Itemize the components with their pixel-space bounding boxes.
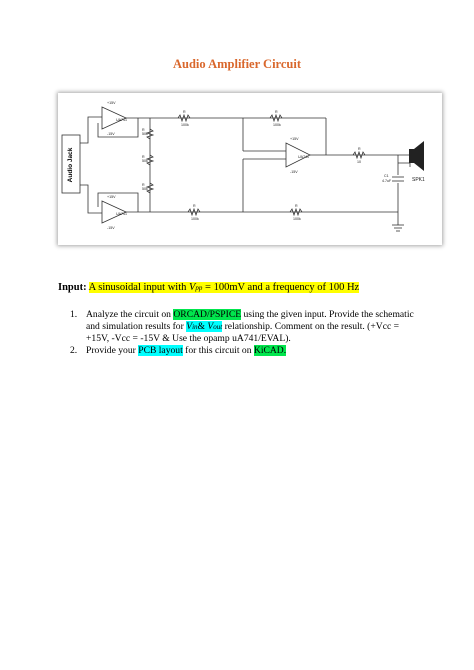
opamp-bottom-name: UA741 (116, 212, 127, 216)
speaker-label: SPK1 (412, 177, 425, 183)
cap-ref: C1 (384, 174, 389, 178)
opamp-bottom-vpos: +15V (107, 195, 116, 199)
r6-value: 10 (357, 160, 361, 164)
r7-ref: R (193, 204, 196, 208)
input-text-post: = 100mV and a frequency of 100 Hz (202, 282, 360, 293)
task1-highlight-orcad: ORCAD/PSPICE (173, 309, 242, 320)
r2-value: 50k (142, 159, 148, 163)
list-number: 1. (70, 309, 78, 320)
list-item (70, 345, 420, 357)
task1-amp: & (197, 320, 208, 332)
opamp-top-name: UA741 (116, 118, 127, 122)
list-number: 2. (70, 344, 78, 356)
r8-value: 100k (293, 217, 301, 221)
r1-value: 50k (142, 132, 148, 136)
task2-text2: for this circuit on (182, 344, 254, 356)
r7-value: 100k (191, 217, 199, 221)
task1-v1-sub: in (192, 322, 198, 331)
r2-ref: R (142, 155, 145, 159)
input-label: Input: (58, 282, 87, 293)
cap-value: 4.7uF (382, 179, 392, 183)
input-var-sub: pp (195, 284, 203, 292)
circuit-schematic (58, 93, 442, 245)
r1-ref: R (142, 128, 145, 132)
input-var: V (189, 282, 196, 293)
opamp-top-vpos: +15V (107, 101, 116, 105)
task1-v1: V (186, 320, 193, 332)
speaker-symbol (409, 141, 424, 171)
r5-value: 100k (273, 123, 281, 127)
opamp-right-vpos: +15V (290, 137, 299, 141)
list-item (70, 309, 420, 345)
opamp-top-vneg: -15V (107, 132, 115, 136)
task2-text1: Provide your (86, 344, 139, 356)
r8-ref: R (295, 204, 298, 208)
task2-highlight-pcb: PCB layout (138, 344, 183, 356)
schematic-figure (58, 93, 442, 245)
task2-highlight-kicad: KiCAD. (253, 344, 287, 356)
input-text-pre: A sinusoidal input with (88, 282, 189, 293)
task1-highlight-vars (186, 321, 222, 332)
r6-ref: R (358, 147, 361, 151)
r4-value: 100k (181, 123, 189, 127)
opamp-right-vneg: -15V (290, 170, 298, 174)
task1-v2: V (207, 320, 214, 332)
input-highlight (89, 282, 360, 293)
document-title: Audio Amplifier Circuit (172, 57, 301, 71)
audio-jack-label: Audio Jack (67, 147, 74, 183)
input-spec (58, 282, 359, 293)
r3-ref: R (142, 183, 145, 187)
opamp-right-name: UA741 (298, 155, 309, 159)
task1-text2: using the given input. Provide the schematic and simulation results for (86, 309, 414, 332)
r4-ref: R (183, 110, 186, 114)
opamp-bottom-vneg: -15V (107, 226, 115, 230)
task-list (70, 309, 420, 356)
task1-text3: relationship. Comment on the result. (+Vcc = +15V, -Vcc = -15V & Use the opamp uA741/EVAL). (86, 320, 400, 344)
task1-v2-sub: out (213, 322, 223, 331)
task1-text1: Analyze the circuit on (86, 309, 174, 320)
r5-ref: R (275, 110, 278, 114)
r3-value: 50k (142, 187, 148, 191)
